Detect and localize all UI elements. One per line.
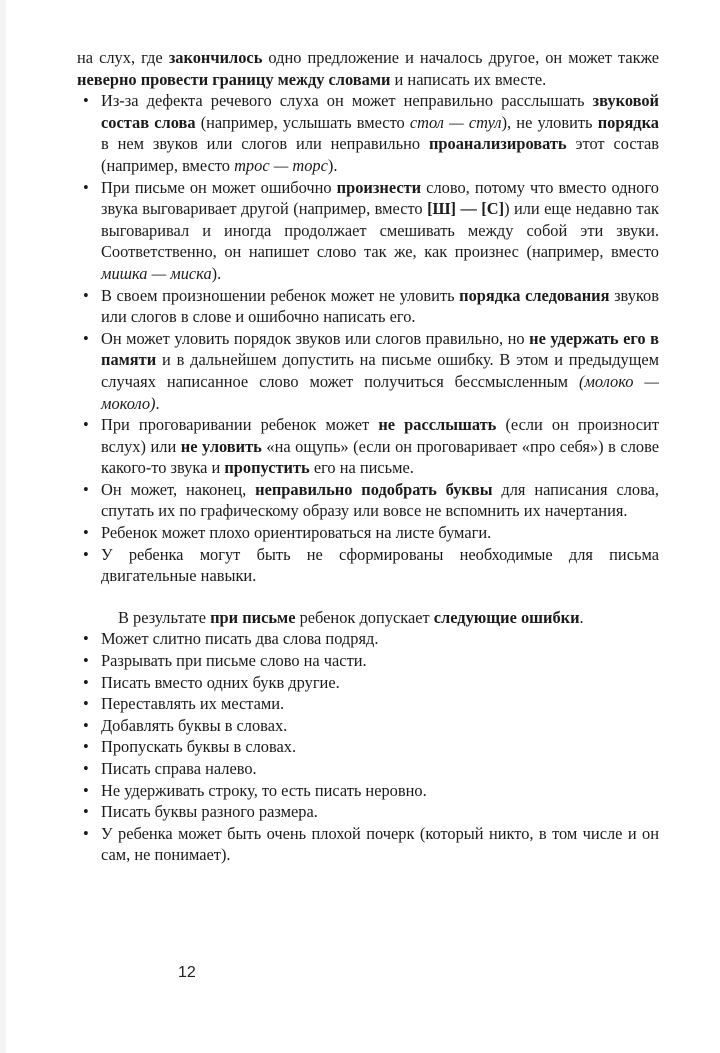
text-run: Ребенок может плохо ориентироваться на листе бумаги. [101,523,492,543]
bold-text: не удержать его в памяти [101,328,659,370]
text-run: звуков или слогов в слове и ошибочно написать его. [101,285,659,327]
bullet-icon: • [83,780,89,800]
bullet-icon: • [83,737,89,757]
bold-text: при письме [210,607,296,627]
spacer [77,587,659,607]
bold-text: произнести [336,177,422,197]
bullet-icon: • [83,694,89,714]
list-item [77,758,659,780]
page-edge [0,0,6,1053]
list-item [77,672,659,694]
list-item [77,780,659,802]
text-run: и написать их вместе. [390,69,547,89]
list-item [77,285,659,328]
bullet-icon: • [83,629,89,649]
text-run: в нем звуков или слогов или неправильно [101,134,429,154]
bold-text: [Ш] — [С] [427,199,505,219]
text-run: ) или еще недавно так выговаривал и иногда продолжает смешивать между собой эти звуки. Соответственно, он напишет слово так же, как произнес (например, вместо [101,199,659,262]
bold-text: неверно провести границу между словами [77,69,391,89]
text-run: (если он произносит вслух) или [101,415,659,456]
text-run: При проговаривании ребенок может [101,415,379,435]
bold-text: порядка [597,112,659,132]
page-body [77,47,659,866]
list-item [77,801,659,823]
bullet-icon: • [83,823,89,843]
bold-text: звуковой состав слова [101,91,659,132]
list-item-text: Писать справа налево. [101,759,257,778]
italic-example: мишка — миска [101,263,212,283]
text-run: этот состав (например, вместо [101,134,659,175]
italic-example: трос — торс [234,155,328,175]
bullet-icon: • [83,544,89,564]
text-run: слово, потому что вместо одного звука выговаривает другой (например, вместо [101,177,659,219]
list-item [77,90,659,176]
bullet-list-causes [77,90,659,587]
italic-example: (молоко — моколо) [101,371,659,413]
page-number: 12 [178,964,196,981]
list-item [77,628,659,650]
bullet-icon: • [83,523,89,543]
bullet-icon: • [83,415,89,435]
text-run: В результате [118,607,211,627]
text-run: Он может уловить порядок звуков или слогов правильно, но [101,328,530,348]
bullet-icon: • [83,672,89,692]
result-paragraph [77,607,659,629]
text-run: его на письме. [309,458,414,478]
bold-text: проанализировать [428,134,567,154]
bullet-icon: • [83,177,89,197]
text-run: «на ощупь» (если он проговаривает «про себя») в слове какого-то звука и [101,436,659,478]
list-item-text: Переставлять их местами. [101,694,285,714]
bold-text: неправильно подобрать буквы [255,479,493,499]
bullet-icon: • [83,328,89,348]
text-run: ребенок допускает [295,607,434,627]
list-item [77,736,659,758]
bold-text: не расслышать [378,415,497,435]
text-run: При письме он может ошибочно [101,177,337,197]
text-run: У ребенка могут быть не сформированы необходимые для письма двигательные навыки. [101,544,659,586]
list-item [77,522,659,544]
text-run: ), не уловить [501,112,598,132]
text-run: . [155,393,160,413]
list-item-text: Писать буквы разного размера. [101,802,318,822]
list-item-text: Не удерживать строку, то есть писать неровно. [101,780,427,800]
bullet-list-errors [77,628,659,866]
bullet-icon: • [83,802,89,822]
list-item-text: Добавлять буквы в словах. [101,715,288,735]
bold-text: закончилось [168,48,263,67]
list-item [77,823,659,866]
text-run: Он может, наконец, [101,479,256,499]
list-item-text: Пропускать буквы в словах. [101,737,297,757]
text-run: В своем произношении ребенок может не уловить [101,285,460,305]
bullet-icon: • [83,479,89,499]
list-item [77,650,659,672]
list-item-text: Писать вместо одних букв другие. [101,672,340,692]
list-item-text: Разрывать при письме слово на части. [101,651,367,671]
bullet-icon: • [83,651,89,671]
text-run: на слух, где [77,48,169,67]
text-run: ). [211,263,222,283]
bold-text: следующие ошибки [433,607,580,627]
list-item-text: Может слитно писать два слова подряд. [101,629,379,649]
text-run: для написания слова, спутать их по графическому образу или вовсе не вспомнить их начертания. [101,479,659,521]
text-run: Из-за дефекта речевого слуха он может неправильно расслышать [101,91,593,111]
bold-text: пропустить [224,458,310,478]
bullet-icon: • [83,715,89,735]
bold-text: порядка следования [459,285,610,305]
bold-text: не уловить [180,436,262,456]
list-item [77,328,659,414]
list-item [77,544,659,587]
text-run: (например, услышать вместо [195,112,410,132]
list-item [77,693,659,715]
bullet-icon: • [83,759,89,778]
text-run: одно предложение и началось другое, он может также [262,48,659,67]
bullet-icon: • [83,285,89,305]
list-item [77,715,659,737]
list-item [77,479,659,522]
list-item-text: У ребенка может быть очень плохой почерк (который никто, в том числе и он сам, не понимает). [101,823,659,865]
list-item [77,414,659,479]
text-run: ). [327,155,338,175]
text-run: и в дальнейшем допустить на письме ошибку. В этом и предыдущем случаях написанное слово может получиться бессмысленным [101,350,659,391]
text-run: . [579,607,584,627]
bullet-icon: • [83,91,89,111]
intro-paragraph [77,47,659,90]
italic-example: стол — стул [409,112,502,132]
list-item [77,177,659,285]
